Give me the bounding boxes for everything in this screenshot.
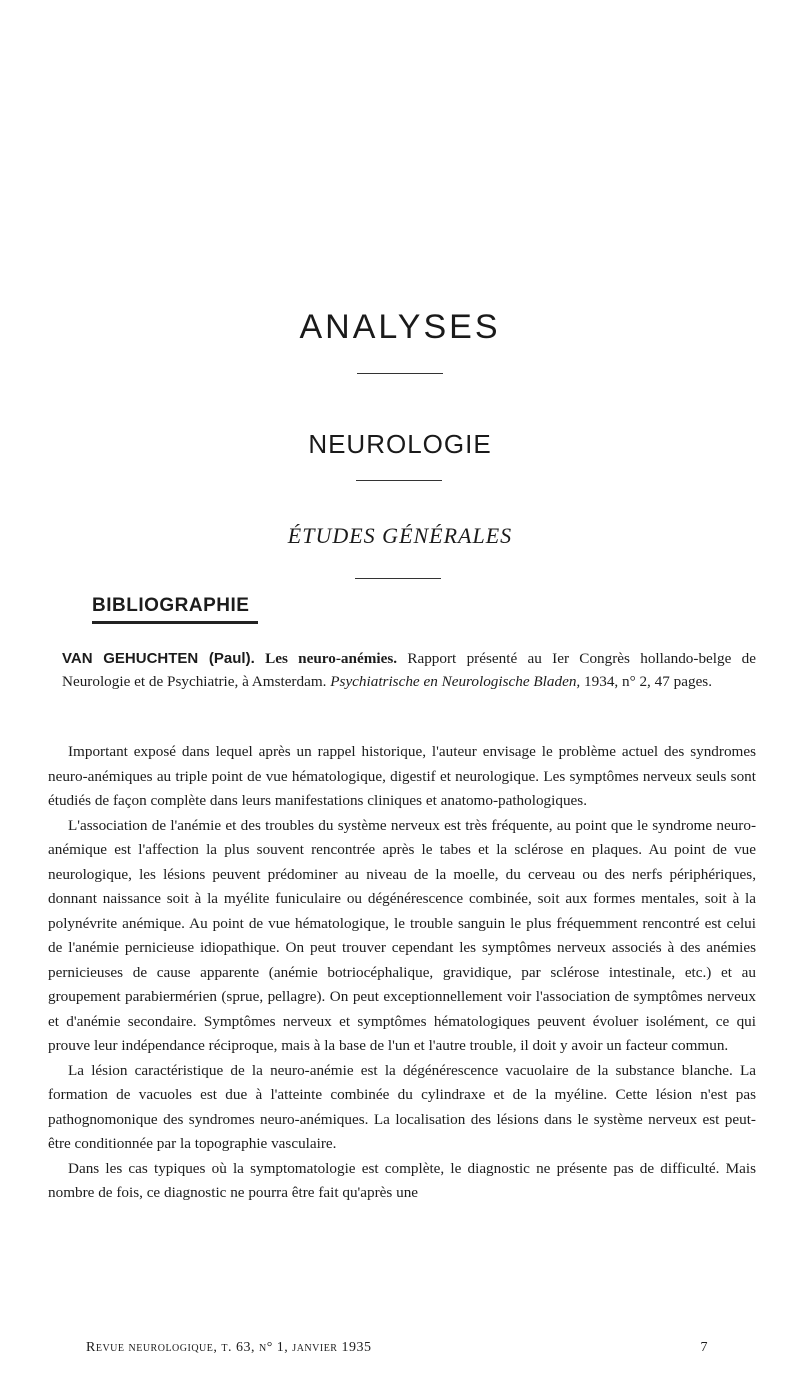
reference-entry xyxy=(62,648,756,693)
paragraph: La lésion caractéristique de la neuro-anémie est la dégénérescence vacuolaire de la substance blanche. La formation de vacuoles est due à l'atteinte combinée du cylindraxe et de la myéline. Cette lésion n'est pas pathognomonique des syndromes neuro-anémiques. La localisation des lésions dans le système nerveux est peut-être conditionnée par la topographie vasculaire. xyxy=(48,1061,756,1152)
footer-journal: Revue neurologique, t. 63, n° 1, janvier 1935 xyxy=(86,1340,372,1355)
bibliography-heading: BIBLIOGRAPHIE xyxy=(92,595,250,616)
subject-heading: NEUROLOGIE xyxy=(308,429,492,459)
reference-citation: 1934, n° 2, 47 pages. xyxy=(584,672,713,690)
paragraph: Important exposé dans lequel après un rappel historique, l'auteur envisage le problème actuel des syndromes neuro-anémiques au triple point de vue hématologique, digestif et neurologique. Les symptômes nerveux seuls sont étudiés de façon complète dans leurs manifestations cliniques et anatomo-pathologiques. xyxy=(48,743,756,809)
divider-rule xyxy=(355,578,441,579)
page-number: 7 xyxy=(700,1340,708,1355)
paragraph: Dans les cas typiques où la symptomatologie est complète, le diagnostic ne présente pas de difficulté. Mais nombre de fois, ce diagnostic ne pourra être fait qu'après une xyxy=(48,1159,756,1201)
section-heading: ÉTUDES GÉNÉRALES xyxy=(287,523,513,548)
page-title: ANALYSES xyxy=(299,308,501,346)
article-body xyxy=(48,740,756,1206)
reference-title: Les neuro-anémies. xyxy=(265,650,398,667)
page-footer xyxy=(86,1340,708,1356)
paragraph: L'association de l'anémie et des troubles du système nerveux est très fréquente, au point que le syndrome neuro-anémique est l'affection la plus souvent rencontrée après le tabes et la sclérose en plaques. Au point de vue neurologique, les lésions peuvent prédominer au niveau de la moelle, du cerveau ou des nerfs périphériques, donnant naissance soit à la myélite funiculaire ou dégénérescence combinée, soit aux formes mentales, soit à la polynévrite anémique. Au point de vue hématologique, le trouble sanguin le plus fréquemment rencontré est celui de l'anémie pernicieuse idiopathique. On peut trouver cependant les symptômes nerveux associés à des anémies pernicieuses de cause apparente (anémie botriocéphalique, gravidique, par sclérose intestinale, etc.) et au groupement parabiermérien (sprue, pellagre). On peut exceptionnellement voir l'association de symptômes nerveux et d'anémie secondaire. Symptômes nerveux et symptômes hématologiques peuvent évoluer isolément, ce qui prouve leur indépendance réciproque, mais à la base de l'un et l'autre trouble, il doit y avoir un facteur commun. xyxy=(48,816,756,1054)
reference-details: Rapport présenté au Ier Congrès hollando-belge de Neurologie et de Psychiatrie, à Amsterdam. xyxy=(62,650,756,690)
divider-rule xyxy=(356,480,442,481)
heading-underline xyxy=(92,621,258,624)
reference-author: VAN GEHUCHTEN (Paul). xyxy=(62,650,255,667)
reference-journal: Psychiatrische en Neurologische Bladen, xyxy=(330,672,581,690)
divider-rule xyxy=(357,373,443,374)
